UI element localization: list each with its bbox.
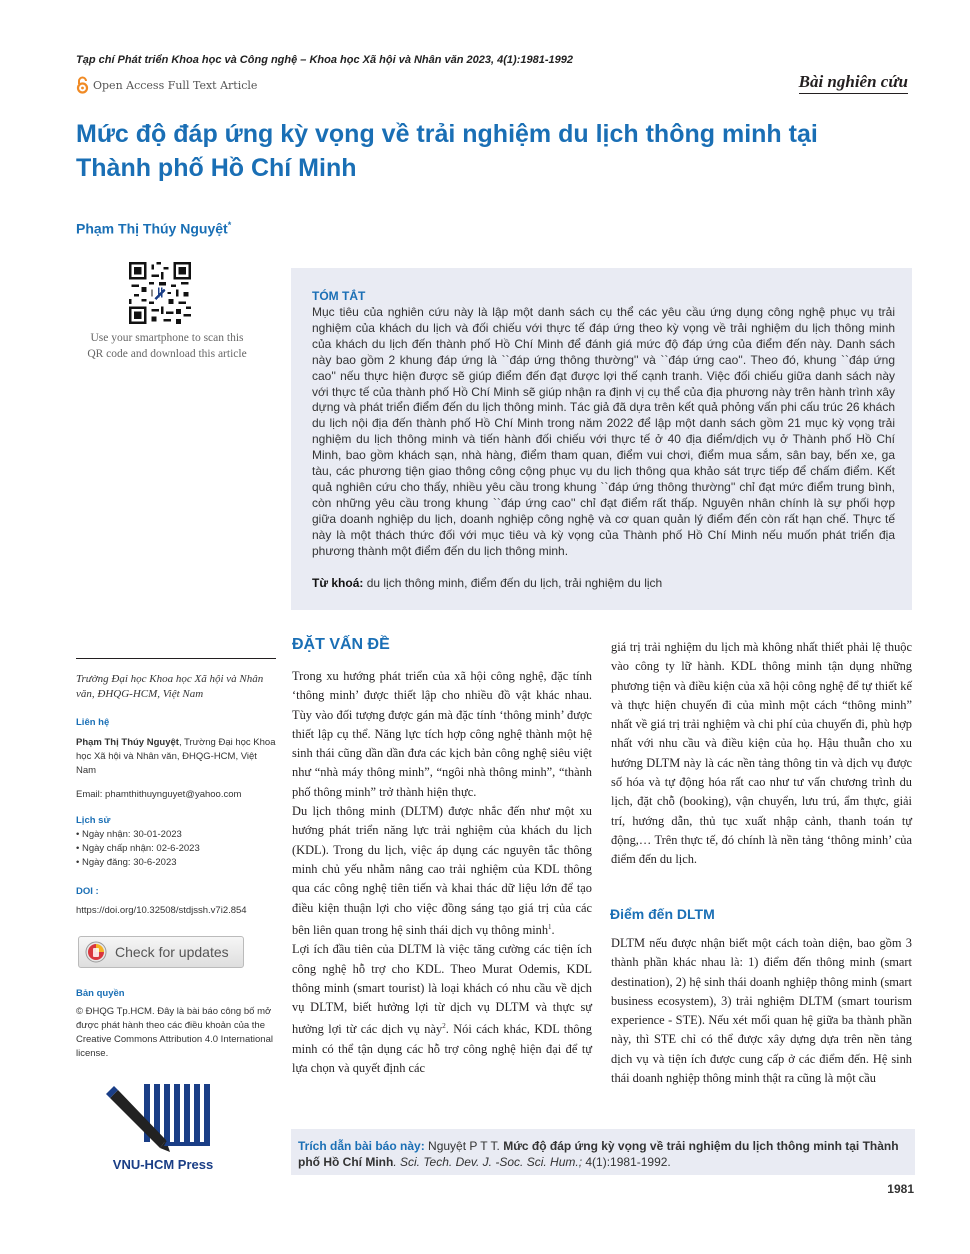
contact-block [76,716,276,802]
author-name: Phạm Thị Thúy Nguyệt [76,220,228,237]
doi-link[interactable]: https://doi.org/10.32508/stdjssh.v7i2.854 [76,905,247,916]
abstract-keywords: Từ khoá: du lịch thông minh, điểm đến du lịch, trải nghiệm du lịch [312,576,663,590]
doi-block [76,885,276,918]
copyright-text: © ĐHQG Tp.HCM. Đây là bài báo công bố mở được phát hành theo các điều khoản của the Creative Commons Attribution 4.0 International license. [76,1006,273,1059]
paragraph-3: Lợi ích đầu tiên của DLTM là việc tăng cường các tiện ích công nghệ hỗ trợ cho KDL. Theo Murat Odemis, KDL thông minh (smart tourist) là loại khách có nhu cầu về dịch vụ DLTM, biết hưởng lợi từ dịch vụ DLTM và thực sự hưởng lợi từ các dịch vụ này$^2$. Nói cách khác, KDL thông minh có thể tận dụng các hỗ trợ công nghệ hiện đại để tự lựa chọn và quyết định các [292,942,592,1076]
body-column-right-lower [611,934,912,1088]
citation-text: Trích dẫn bài báo này: Nguyệt P T T. Mức độ đáp ứng kỳ vọng về trải nghiệm du lịch thông minh tại Thành phố Hồ Chí Minh. Sci. Tech. Dev. J. -Soc. Sci. Hum.; 4(1):1981-1992. [298,1139,899,1169]
article-title [76,117,896,185]
open-access-icon [76,76,89,94]
open-access-label: Open Access Full Text Article [93,78,258,92]
paragraph-4: giá trị trải nghiệm du lịch mà không nhất thiết phải lệ thuộc vào công ty lữ hành. KDL thông minh tận dụng những phương tiện và điều kiện của xã hội công nghệ để tự thiết kế và thực hiện chuyến đi của mình một cách “thông minh” nhất về giá trị trải nghiệm và chi phí của chuyến đi, phù hợp nhất với nhu cầu và điều kiện của họ. Hậu thuẫn cho xu hướng DLTM này là các nền tảng thông tin và dịch vụ được số hóa và tự động hóa rất cao như tư vấn chương trình du lịch, đặt chỗ (booking), vận chuyển, lưu trú, ẩm thực, giải trí, hướng dẫn, thủ tục xuất nhập cảnh, thanh toán tự động,… Trên thực tế, đó chính là nền tảng ‘thông minh’ của điểm đến du lịch. [611,640,912,867]
history-label: Lịch sử [76,815,111,826]
reference-1[interactable]: 1 [548,922,552,931]
sidebar-divider [76,658,276,659]
paragraph-2: Du lịch thông minh (DLTM) được nhắc đến như một xu hướng phát triển năng lực trải nghiệm của khách du lịch (KDL). Trong du lịch, việc áp dụng các nguyên tắc thông minh chủ yếu nhằm nâng cao trải nghiệm của KDL thông qua các công nghệ tiên tiến và khai thác dữ liệu lớn để tạo điều kiện thuận lợi cho việc đồng sáng tạo giá trị của các bên liên quan trong hệ sinh thái dịch vụ thông minh$^1$. [292,804,592,937]
doi-label: DOI : [76,886,99,897]
title-line-2: Thành phố Hồ Chí Minh [76,154,357,182]
vnu-hcm-press-logo-icon [104,1082,216,1154]
reference-2[interactable]: 2 [442,1022,446,1031]
paragraph-5: DLTM nếu được nhận biết một cách toàn diện, bao gồm 3 thành phần khác nhau là: 1) điểm đến thông minh (smart destination), 2) hệ sinh thái doanh nghiệp thông minh (smart business ecosystem), 3) trải nghiệm DLTM (smart tourism experience - STE). Nếu xét mối quan hệ giữa ba thành phần này, thì STE chỉ có thể được xây dựng dựa trên nền tảng dịch vụ và tiện ích được cung cấp ở các điểm đến. Hệ sinh thái doanh nghiệp thông minh thật ra cũng là một cầu [611,936,912,1086]
title-line-1: Mức độ đáp ứng kỳ vọng về trải nghiệm du lịch thông minh tại [76,120,818,148]
history-block [76,814,276,870]
corresponding-mark: * [227,220,232,230]
article-category: Bài nghiên cứu [799,72,908,94]
date-published: • Ngày đăng: 30-6-2023 [76,857,177,868]
contact-label: Liên hệ [76,717,110,728]
check-for-updates-button[interactable] [78,936,244,968]
paragraph-1: Trong xu hướng phát triển của xã hội công nghệ, đặc tính ‘thông minh’ được thiết lập cho nhiều đồ vật khác nhau. Tùy vào đối tượng được gán mà đặc tính ‘thông minh’ được thiết lập cụ thể. Năng lực tích hợp công nghệ thành một hệ sinh thái cũng dần dần đưa các kịch bản công nghệ siêu việt như “nhà máy thông minh”, “ngôi nhà thông minh”, “thành phố thông minh” trở thành hiện thực. [292,669,592,799]
author-line [76,220,231,237]
qr-caption: Use your smartphone to scan this QR code and download this article [87,332,247,360]
contact-info: Phạm Thị Thúy Nguyệt, Trường Đại học Khoa học Xã hội và Nhân văn, ĐHQG-HCM, Việt Nam [76,737,276,776]
date-accepted: • Ngày chấp nhận: 02-6-2023 [76,843,200,854]
qr-code-icon[interactable] [129,262,191,324]
abstract-heading: TÓM TẮT [312,289,366,303]
body-column-left [292,667,592,1078]
publisher-name: VNU-HCM Press [112,1157,214,1172]
section-heading-introduction: ĐẶT VẤN ĐỀ [292,636,390,653]
date-received: • Ngày nhận: 30-01-2023 [76,829,182,840]
copyright-label: Bản quyền [76,988,125,999]
abstract-body: Mục tiêu của nghiên cứu này là lập một danh sách cụ thể các yêu cầu ứng dụng công nghệ phục vụ trải nghiệm của khách du lịch và đối chiếu với thực tế đáp ứng theo kỳ vọng về trải nghiệm du lịch thông minh của khách du lịch đến thành phố Hồ Chí Minh để đánh giá mức độ đáp ứng của điểm đến này. Danh sách này bao gồm 2 khung đáp ứng là ``đáp ứng thông thường'' và ``đáp ứng cao''. Theo đó, khung ``đáp ứng cao'' nếu thực hiện được sẽ giúp điểm đến đạt được lợi thế cạnh tranh. Việc đối chiếu giữa danh sách này với thực tế của thành phố Hồ Chí Minh sẽ giúp nhận ra định vị cụ thể của địa phương này trên hành trình xây dựng và phát triển điểm đến du lịch thông minh. Tác giả đã dựa trên kết quả phỏng vấn phi cấu trúc 26 khách du lịch nội địa đến thành phố Hồ Chí Minh trong năm 2022 để lập một danh sách gồm 21 mục kỳ vọng trải nghiệm du lịch thông minh và tiến hành đối chiếu với thực tế ở 40 địa điểm/dịch vụ ở Thành phố Hồ Chí Minh, bao gồm khách sạn, nhà hàng, điểm tham quan, điểm vui chơi, điểm mua sắm, sân bay, bến xe, ga tàu, các phương tiện giao thông công cộng phục vụ du lịch thông qua khảo sát trực tiếp để chấm điểm. Kết quả nghiên cứu cho thấy, nhiều yêu cầu trong khung ``đáp ứng thông thường'' chỉ đạt mức điểm trung bình, còn những yêu cầu trong khung ``đáp ứng cao'' chỉ đạt điểm rất thấp. Nguyên nhân chính là sự phối hợp giữa doanh nghiệp du lịch, doanh nghiệp công nghệ và cơ quan quản lý điểm đến còn rất hạn chế. Thực tế này là một thách thức đối với mục tiêu và kỳ vọng của Thành phố Hồ Chí Minh nếu muốn phát triển địa phương thành một điểm đến du lịch thông minh. [312,305,895,558]
journal-header: Tạp chí Phát triển Khoa học và Công nghệ – Khoa học Xã hội và Nhân văn 2023, 4(1):1981-1992 [76,54,573,66]
page-number: 1981 [887,1182,914,1196]
open-access-line [76,76,257,94]
section-heading-smart-destination: Điểm đến DLTM [610,906,715,922]
contact-email[interactable]: Email: phamthithuynguyet@yahoo.com [76,789,242,800]
check-for-updates-label: Check for updates [115,944,229,960]
body-column-right [611,638,912,870]
check-for-updates-icon [85,941,107,963]
affiliation: Trường Đại học Khoa học Xã hội và Nhân văn, ĐHQG-HCM, Việt Nam [76,673,264,700]
copyright-block [76,987,276,1061]
